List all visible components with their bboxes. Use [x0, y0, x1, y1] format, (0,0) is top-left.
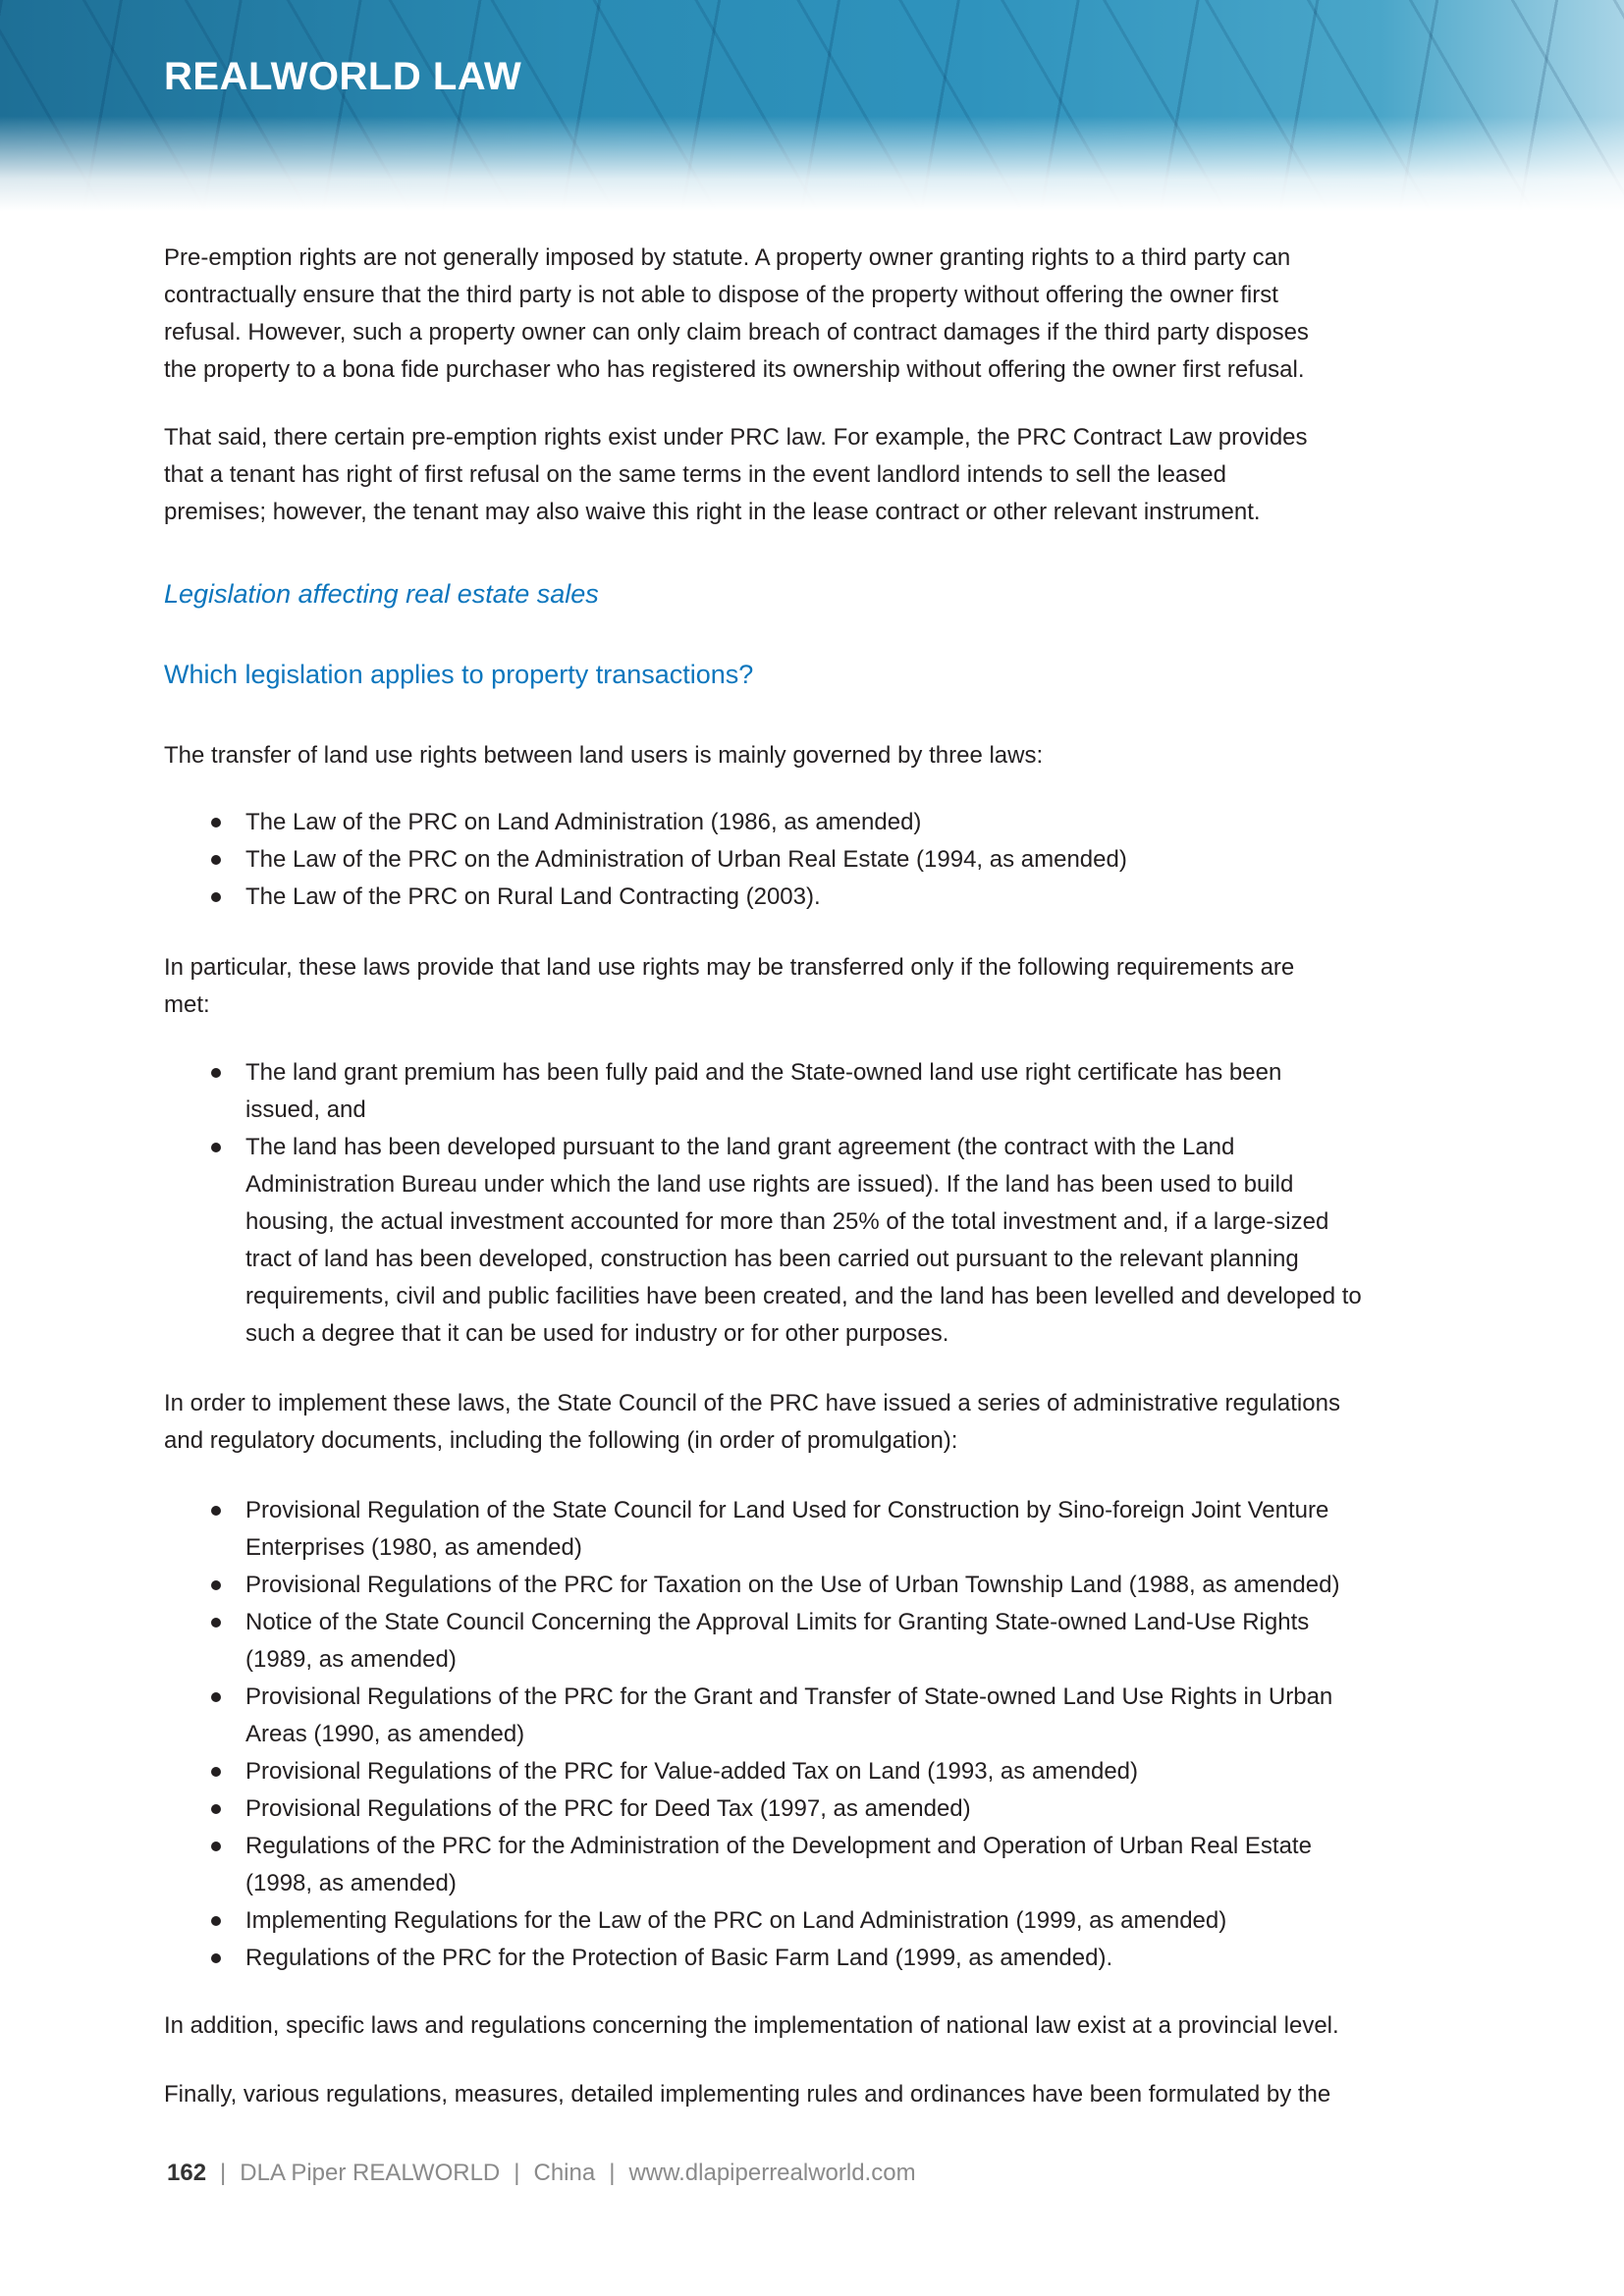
bullet-list: [164, 804, 1127, 916]
bullet-icon: [211, 855, 221, 865]
text-line: met:: [164, 991, 210, 1018]
list-item: [164, 804, 1127, 841]
text-line: refusal. However, such a property owner can only claim breach of contract damages if the third party disposes: [164, 319, 1309, 346]
text-line: (1989, as amended): [245, 1646, 457, 1673]
text-line: The Law of the PRC on the Administration of Urban Real Estate (1994, as amended): [245, 846, 1127, 873]
text-line: Regulations of the PRC for the Administration of the Development and Operation of Urban Real Estate: [245, 1833, 1312, 1859]
text-line: Provisional Regulations of the PRC for Deed Tax (1997, as amended): [245, 1795, 971, 1822]
text-line: In particular, these laws provide that land use rights may be transferred only if the following requirements are: [164, 954, 1295, 981]
bullet-icon: [211, 1953, 221, 1963]
bullet-icon: [211, 1692, 221, 1702]
text-line: Pre-emption rights are not generally imposed by statute. A property owner granting rights to a third party can: [164, 244, 1291, 271]
bullet-icon: [211, 1804, 221, 1814]
list-item: [164, 1790, 1339, 1828]
text-line: That said, there certain pre-emption rights exist under PRC law. For example, the PRC Contract Law provides: [164, 424, 1308, 451]
list-item: [164, 1129, 1362, 1353]
text-line: In order to implement these laws, the State Council of the PRC have issued a series of administrative regulations: [164, 1390, 1340, 1416]
section-heading: Legislation affecting real estate sales: [164, 579, 599, 609]
bullet-icon: [211, 1143, 221, 1152]
paragraph: [164, 2076, 1330, 2113]
text-line: and regulatory documents, including the following (in order of promulgation):: [164, 1427, 958, 1454]
text-line: The land has been developed pursuant to the land grant agreement (the contract with the Land: [245, 1134, 1235, 1160]
text-line: Provisional Regulation of the State Council for Land Used for Construction by Sino-foreign Joint Venture: [245, 1497, 1329, 1523]
text-line: Areas (1990, as amended): [245, 1721, 525, 1747]
publication-title: REALWORLD LAW: [164, 55, 522, 98]
text-line: Provisional Regulations of the PRC for the Grant and Transfer of State-owned Land Use Rights in Urban: [245, 1683, 1333, 1710]
text-line: The Law of the PRC on Land Administration (1986, as amended): [245, 809, 922, 835]
separator: |: [609, 2160, 616, 2186]
list-item: [164, 1828, 1339, 1902]
text-line: Notice of the State Council Concerning the Approval Limits for Granting State-owned Land-Use Rights: [245, 1609, 1310, 1635]
bullet-list: [164, 1492, 1339, 1977]
text-line: contractually ensure that the third party is not able to dispose of the property without offering the owner first: [164, 282, 1278, 308]
text-line: Finally, various regulations, measures, detailed implementing rules and ordinances have been formulated by the: [164, 2081, 1331, 2108]
text-line: tract of land has been developed, construction has been carried out pursuant to the relevant planning: [245, 1246, 1299, 1272]
bullet-icon: [211, 818, 221, 828]
text-line: In addition, specific laws and regulations concerning the implementation of national law exist at a provincial level.: [164, 2012, 1339, 2039]
bullet-icon: [211, 1068, 221, 1078]
bullet-icon: [211, 1916, 221, 1926]
text-line: such a degree that it can be used for industry or for other purposes.: [245, 1320, 949, 1347]
text-line: requirements, civil and public facilities have been created, and the land has been levelled and developed to: [245, 1283, 1362, 1309]
text-line: Provisional Regulations of the PRC for Taxation on the Use of Urban Township Land (1988, as amended): [245, 1572, 1340, 1598]
text-line: Provisional Regulations of the PRC for Value-added Tax on Land (1993, as amended): [245, 1758, 1139, 1785]
text-line: the property to a bona fide purchaser who has registered its ownership without offering the owner first refusal.: [164, 356, 1305, 383]
text-line: issued, and: [245, 1096, 366, 1123]
list-item: [164, 1753, 1339, 1790]
list-item: [164, 879, 1127, 916]
list-item: [164, 1679, 1339, 1753]
bullet-icon: [211, 1618, 221, 1628]
text-line: The transfer of land use rights between land users is mainly governed by three laws:: [164, 742, 1044, 769]
list-item: [164, 841, 1127, 879]
list-item: [164, 1567, 1339, 1604]
bullet-icon: [211, 1506, 221, 1516]
separator: |: [514, 2160, 520, 2186]
bullet-icon: [211, 1580, 221, 1590]
text-line: premises; however, the tenant may also waive this right in the lease contract or other relevant instrument.: [164, 499, 1261, 525]
separator: |: [220, 2160, 227, 2186]
text-line: Regulations of the PRC for the Protection of Basic Farm Land (1999, as amended).: [245, 1945, 1113, 1971]
paragraph: [164, 2007, 1339, 2045]
text-line: The land grant premium has been fully paid and the State-owned land use right certificate has been: [245, 1059, 1282, 1086]
text-line: The Law of the PRC on Rural Land Contracting (2003).: [245, 883, 821, 910]
paragraph: [164, 737, 1043, 774]
page-number: 162: [167, 2160, 207, 2186]
paragraph: [164, 419, 1308, 531]
paragraph: [164, 949, 1294, 1024]
publisher-name: DLA Piper REALWORLD: [240, 2160, 501, 2186]
bullet-icon: [211, 1842, 221, 1851]
text-line: (1998, as amended): [245, 1870, 457, 1896]
text-line: Enterprises (1980, as amended): [245, 1534, 582, 1561]
list-item: [164, 1940, 1339, 1977]
list-item: [164, 1604, 1339, 1679]
bullet-icon: [211, 892, 221, 902]
text-line: that a tenant has right of first refusal on the same terms in the event landlord intends to sell the leased: [164, 461, 1226, 488]
website-link[interactable]: www.dlapiperrealworld.com: [628, 2160, 916, 2186]
header-banner: [0, 0, 1624, 211]
bullet-icon: [211, 1767, 221, 1777]
page-footer: [167, 2160, 916, 2187]
paragraph: [164, 1385, 1340, 1460]
list-item: [164, 1492, 1339, 1567]
subsection-heading: Which legislation applies to property transactions?: [164, 660, 754, 689]
text-line: housing, the actual investment accounted for more than 25% of the total investment and, if a large-sized: [245, 1208, 1329, 1235]
country-name: China: [533, 2160, 596, 2186]
list-item: [164, 1902, 1339, 1940]
text-line: Implementing Regulations for the Law of the PRC on Land Administration (1999, as amended): [245, 1907, 1227, 1934]
text-line: Administration Bureau under which the land use rights are issued). If the land has been used to build: [245, 1171, 1294, 1198]
list-item: [164, 1054, 1362, 1129]
bullet-list: [164, 1054, 1362, 1353]
paragraph: [164, 240, 1309, 389]
